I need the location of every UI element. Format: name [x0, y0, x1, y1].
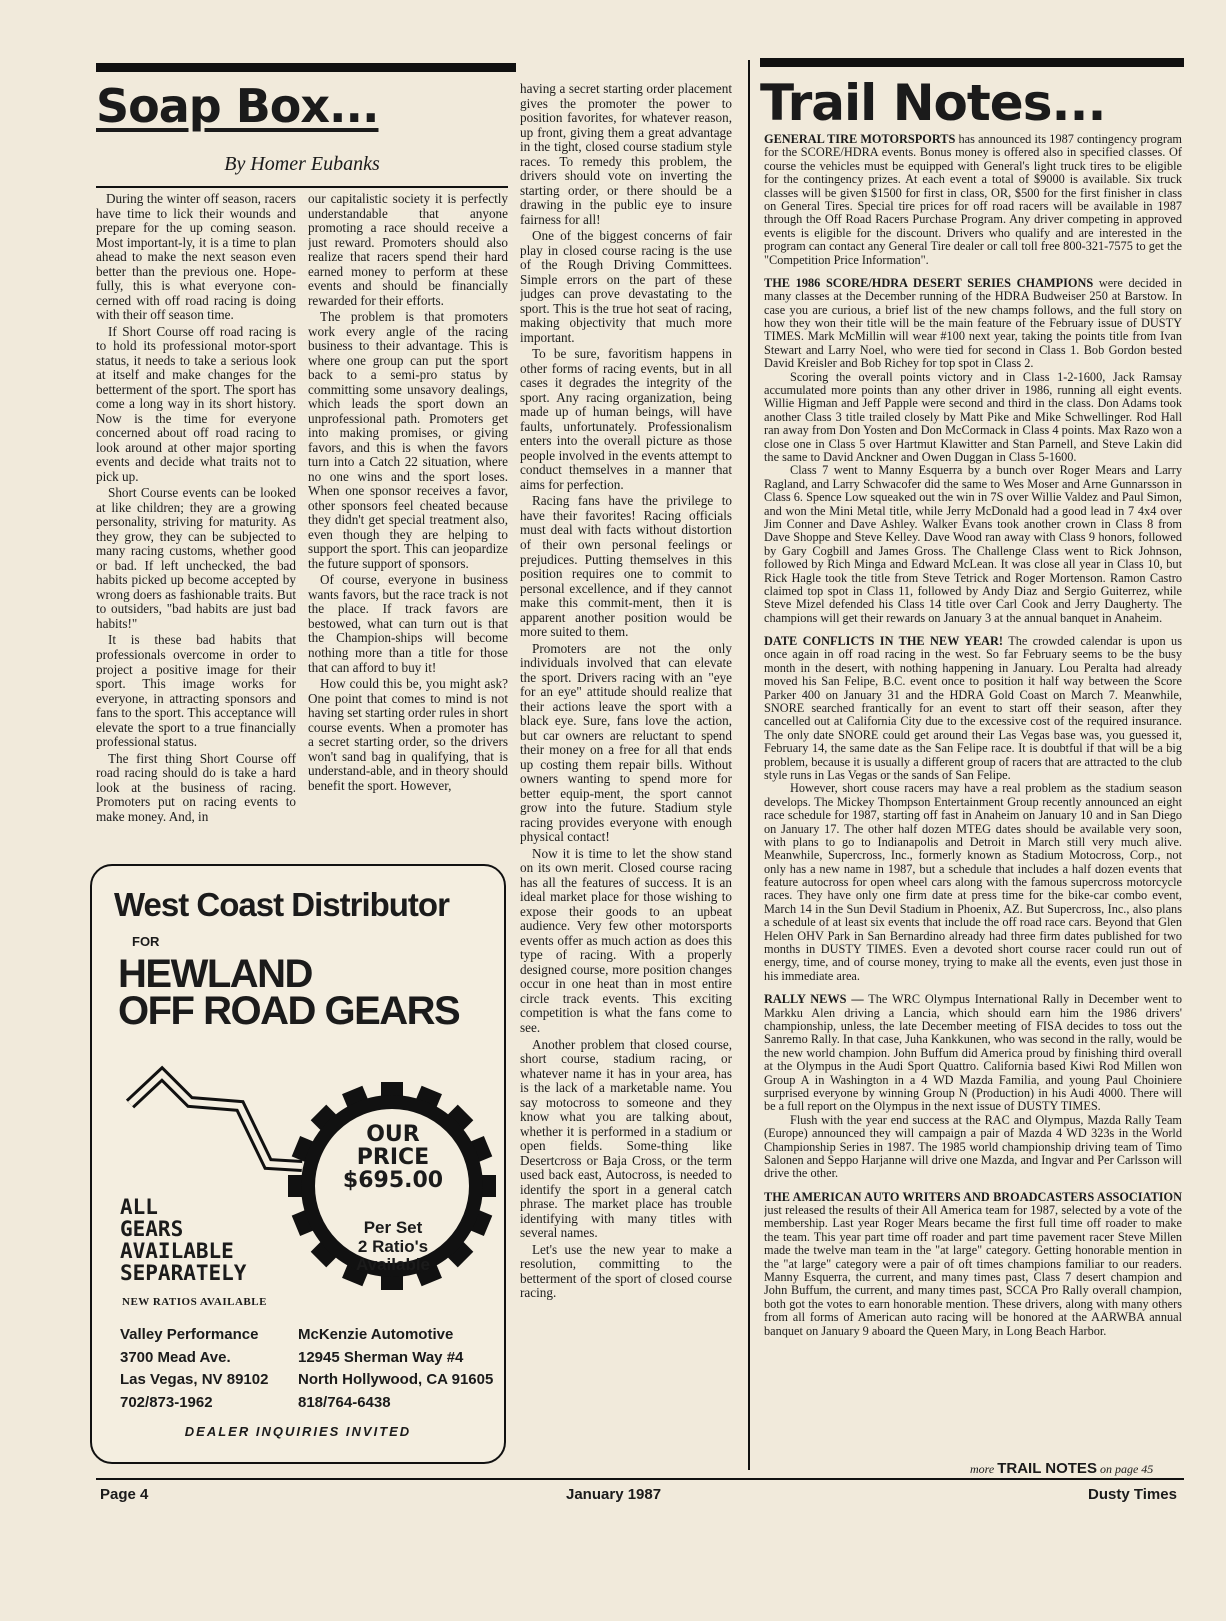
- publication-name: Dusty Times: [1088, 1486, 1177, 1503]
- trail-note-text: were decided in many classes at the December running of the HDRA Budweiser 250 at Barstow. In case you are curious, a brief list of the new champs follows, and the full story on how they won their title will be the main feature of the February issue of DUSTY TIMES. Mark McMillin will wear #100 next year, taking the points title from Ivan Stewart and Larry Noel, who were tied for second in Class 1. Bob Gordon bested David Kreisler and Bob Richey for top spot in Class 2.: [764, 275, 1182, 371]
- trail-note-paragraph: [764, 1191, 1182, 1338]
- trail-note-text: Scoring the overall points victory and in Class 1-2-1600, Jack Ramsay accumulated more points than any other driver in 1986, running all eight events. Willie Higman and Jeff Papple were second and third in the class. Don Adams took another Class 3 title trailed closely by Matt Pike and Mike Schwellinger. Rod Hall ran away from Don Yosten and Don McCormack in Class 4 points. Max Razo won a close one in Class 5 over Hartmut Klawitter and Stan Parnell, and Steve Lakin did the same to David Anckner and Owen Duggan in Class 5-1600.: [764, 369, 1182, 464]
- trail-note-text: Flush with the year end success at the RAC and Olympus, Mazda Rally Team (Europe) announced they will campaign a pair of Mazda 4 WD 323s in the World Championship Series in 1987. The 1985 world championship driving team of Timo Salonen and Seppo Harjanne will drive one Mazda, and Ingvar and Per Carlsson will drive the other.: [764, 1112, 1182, 1181]
- issue-date: January 1987: [566, 1486, 662, 1503]
- trail-note-paragraph: [764, 635, 1182, 782]
- ad-price-block: [328, 1123, 458, 1192]
- footer-rule: [96, 1478, 1184, 1480]
- ratios: 2 Ratio's: [357, 1236, 429, 1256]
- all-gears-line: GEARS: [120, 1217, 184, 1242]
- paragraph: Promoters are not the only individuals involved that can elevate the sport. Drivers racing with an "eye for an eye" attitude should realize that their actions leave the sport with a black eye. Sure, fans love the action, but car owners are reluctant to spend their money on a free for all that ends up costing them repair bills. Without owners wanting to spend more for better equip-ment, the sport cannot grow into the future. Stadium style racing provides everyone with enough physical contact!: [520, 640, 732, 845]
- trail-note-text: just released the results of their All America team for 1987, selected by a vote of the membership. Last year Roger Mears became the first full time off roader to make the team. This year part time off roader and part time pavement racer Steve Millen made the twelve man team in the "at large" category. Getting honorable mention in the "at large" category were a pair of oft times champions familiar to our readers. Manny Esquerra, the current, and many times past, Class 7 desert champion and John Buffum, the current, and many times past, SCCA Pro Rally overall champion, both got the votes to earn honorable mention. These drivers, along with many others from all forms of American auto racing will be honored at the AARWBA annual banquet on January 9 aboard the Queen Mary, in Long Beach Harbor.: [764, 1203, 1182, 1338]
- trail-notes-column: [764, 133, 1182, 1451]
- dealer-line: 818/764-6438: [298, 1393, 391, 1411]
- ad-headline: West Coast Distributor: [114, 886, 449, 923]
- trail-note-lead: GENERAL TIRE MOTORSPORTS: [764, 133, 956, 146]
- paragraph: The problem is that promoters work every angle of the racing business to their advantage. This is where one group can put the sport back to a semi-pro status by committing some unsavory dealings, which leads the sport down an unprofessional path. Promoters get into making promises, or giving favors, and this is when the favors turn into a Catch 22 situation, where no one wins and the sport loses. When one sponsor receives a favor, other sponsors feel cheated because they didn't get special treatment also, even though they are helping to support the sport. This can jeopardize the future support of sponsors.: [308, 309, 508, 571]
- ad-brand-line1: HEWLAND: [118, 952, 312, 996]
- trail-note-text: has announced its 1987 contingency program for the SCORE/HDRA events. Bonus money is offered also in specified classes. Of course the vehicles must be equipped with General's light truck tires to be eligible for the contingency prizes. At each event a total of $9000 is available. Six truck classes will be given $1500 for first in class, OR, $500 for the first finisher in class on General Tires. Special tire prices for off road racers will be available in 1987 through the Off Road Racers Purchase Program. Any driver competing in approved events is eligible for the discount. Drivers who qualify and are interested in the program can contact any General Tire dealer or call toll free 800-321-7575 to get the "Competition Price Information".: [764, 133, 1182, 267]
- paragraph: The first thing Short Course off road racing should do is take a hard look at the business of racing. Promoters put on racing events to make money. And, in: [96, 750, 296, 824]
- dealer-line: 3700 Mead Ave.: [120, 1348, 231, 1366]
- ad-perset-block: [328, 1219, 458, 1275]
- hewland-advertisement: [90, 864, 506, 1464]
- trail-note-paragraph: [764, 277, 1182, 371]
- trail-note-text: Class 7 went to Manny Esquerra by a bunch over Roger Mears and Larry Ragland, and Larry Schwacofer did the same to Wes Moser and Arne Gunnarsson in Class 6. Spence Low squeaked out the win in 7S over Willie Valdez and Paul Simon, and won the Mini Metal title, while Jerry McDonald had a good lead in 7 4x4 over Jim Conner and Dave Ashley. Walker Evans took another crown in Class 8 from Dave Shoppe and Steve Kelley. Dave Wood ran away with Class 9 honors, followed by Gary Cogbill and James Gross. The Challenge Class went to Rick Johnson, followed by Rich Minga and Edward McLean. It was close all year in Class 10, but Rick Hagle took the title from Steve Tetrick and Roger Mortenson. Ramon Castro claimed top spot in Class 11, followed by Andy Diaz and Sergio Guiterrez, while Steve Mizel defended his Class 14 title over Carl Cook and Jerry Daugherty. The champions will get their rewards on January 3 at the annual banquet in Anaheim.: [764, 463, 1182, 625]
- ad-brand-line2: OFF ROAD GEARS: [118, 988, 460, 1033]
- byline: By Homer Eubanks: [224, 153, 380, 175]
- soapbox-column-2: [308, 192, 508, 856]
- price-line2: PRICE: [356, 1145, 430, 1171]
- trail-note-lead: RALLY NEWS —: [764, 992, 864, 1007]
- paragraph: Of course, everyone in business wants favors, but the race track is not the place. If track favors are bestowed, what can turn out is that the Champion-ships will become nothing more than a title for those that can afford to buy it!: [308, 572, 508, 675]
- top-rule-left: [96, 63, 516, 72]
- dealer-line: Las Vegas, NV 89102: [120, 1371, 269, 1388]
- dealer-valley: [120, 1324, 268, 1414]
- paragraph: Short Course events can be looked at like children; they are a growing personality, striving for maturity. As they grow, they can be subjected to many racing customs, whether good or bad. If left unchecked, the bad habits picked up become accepted by wrong doers as fashionable traits. But to outsiders, "bad habits are just bad habits!": [96, 485, 296, 631]
- price-value: $695.00: [342, 1168, 444, 1194]
- paragraph: having a secret starting order placement gives the promoter the power to position favorites, for whatever reason, up front, giving them a great advantage in the tight, closed course stadium style races. To remedy this problem, the drivers should vote on inverting the starting order, or there should be a drawing in the public eye to insure fairness for all!: [520, 82, 732, 227]
- soapbox-column-1: [96, 192, 296, 856]
- byline-rule: [96, 186, 508, 188]
- new-ratios: NEW RATIOS AVAILABLE: [122, 1296, 267, 1308]
- paragraph: Now it is time to let the show stand on its own merit. Closed course racing has all the features of success. It is an ideal market place for those wishing to expose their goods to an upbeat audience. Very few other motorsports events offer as much action as does this type of racing. With a properly designed course, more position changes occur in one heat than in most entire circle track events. This exciting competition is what the fans come to see.: [520, 845, 732, 1035]
- paragraph: One of the biggest concerns of fair play in closed course racing is the use of the Rough Driving Committees. Simple errors on the part of these judges can prove devastating to the sport. This is the true hot seat of racing, making objectivity that much more important.: [520, 228, 732, 345]
- dealer-line: 702/873-1962: [120, 1393, 213, 1411]
- all-gears-line: SEPARATELY: [120, 1261, 247, 1286]
- all-gears-line: ALL: [120, 1195, 158, 1219]
- continued-title: TRAIL NOTES: [997, 1460, 1097, 1477]
- price-line1: OUR: [366, 1122, 420, 1147]
- section-divider: [748, 60, 750, 1470]
- trail-note-lead: THE 1986 SCORE/HDRA DESERT SERIES CHAMPIONS: [764, 275, 1094, 290]
- trail-note-lead: THE AMERICAN AUTO WRITERS AND BROADCASTERS ASSOCIATION: [764, 1189, 1182, 1204]
- trail-note-paragraph: [764, 782, 1182, 983]
- continued-note: [970, 1460, 1153, 1477]
- ad-for: FOR: [132, 934, 160, 949]
- dealer-line: 12945 Sherman Way #4: [298, 1348, 464, 1366]
- paragraph: Racing fans have the privilege to have their favorites! Racing officials must deal with facts without distortion of their own personal feelings or prejudices. Putting themselves in this position requires one to commit to personal excellence, and if they cannot make this commit-ment, then it is apparent another position would be more suited to them.: [520, 493, 732, 640]
- paragraph: If Short Course off road racing is to hold its professional motor-sport status, it needs to take a serious look at itself and make changes for the betterment of the sport. The sport has come a long way in its short history. Now is the time for everyone concerned about off road racing to look around at other major sporting events and decide what traits not to pick up.: [96, 323, 296, 484]
- dealer-line: North Hollywood, CA 91605: [298, 1371, 494, 1388]
- continued-suffix: on page 45: [1099, 1462, 1154, 1476]
- page-number: Page 4: [100, 1486, 149, 1503]
- trail-note-paragraph: [764, 371, 1182, 465]
- paragraph: To be sure, favoritism happens in other forms of racing events, but in all cases it degrades the integrity of the sport. Any racing organization, being made up of human beings, will have faults, unfortunately. Professionalism enters into the overall picture as those people involved in the events attempt to conduct themselves in a manner that aims for perfection.: [520, 346, 732, 492]
- trail-note-paragraph: [764, 464, 1182, 625]
- dealer-line: Valley Performance: [120, 1326, 259, 1343]
- trail-note-text: However, short couse racers may have a real problem as the stadium season develops. The Mickey Thompson Entertainment Group recently announced an eight race schedule for 1987, starting off fast in Anaheim on January 10 and in San Diego on January 17. The other half dozen MTEG dates should be available very soon, with plans to go to Indianapolis and Detroit in March still very much alive. Meanwhile, Supercross, Inc., formerly known as Stadium Motocross, Corp., not only has a new name in 1987, but a schedule that includes a half dozen events that feature autocross for open wheel cars along with the famous supercross motorcycle races. They have only one firm date at press time for the bike-car combo event, March 14 in the Sun Devil Stadium in Phoenix, AZ. But Supercross, Inc., also plans a schedule of at least six events that include the off road race cars. Beyond that Glen Helen OHV Park in San Bernardino already had three firm dates published for two months in DUSTY TIMES. Even a devoted short course racer could run out of energy, time, and of course money, trying to make all the events, even just those in his immediate area.: [764, 781, 1182, 983]
- paragraph: How could this be, you might ask? One point that comes to mind is not having set starting order rules in short course events. When a promoter has a secret starting order, so the drivers won't sand bag in qualifying, that is understand-able, and in theory should benefit the sport. However,: [308, 676, 508, 793]
- paragraph: Let's use the new year to make a resolution, committing to the betterment of the sport of closed course racing.: [520, 1241, 732, 1301]
- trail-note-text: The WRC Olympus International Rally in December went to Markku Alen driving a Lancia, which should earn him the 1986 drivers' championship, unless, the late December meeting of FISA decides to toss out the Sanremo Rally. In that case, Juha Kankkunen, who was second in the rally, would be the new world champion. John Buffum did America proud by finishing third overall at the Olympus in the Audi Sport Quattro. California based Kiwi Rod Millen won Group A in Washington in a 4 WD Mazda Familia, and young Paul Choiniere surprised everyone by winning Group N (Production) in his Audi 4000. There will be a full report on the Olympus in the next issue of DUSTY TIMES.: [764, 992, 1182, 1114]
- dealer-line: McKenzie Automotive: [298, 1326, 454, 1343]
- soapbox-title: Soap Box...: [96, 79, 379, 133]
- all-gears-line: AVAILABLE: [120, 1239, 234, 1264]
- trail-note-text: The crowded calendar is upon us once again in off road racing in the west. So far February seems to be the busy month in the desert, with nothing happening in January. Lou Peralta had already moved his San Felipe, B.C. event once to position it half way between the Score Parker 400 on January 31 and the HDRA Gold Coast on March 7. Meanwhile, SNORE searched frantically for an event to start off their season, after they cancelled out at California City due to the excessive cost of the required insurance. The only date SNORE could get around their Las Vegas base was, you guessed it, February 14, the same date as the San Felipe race. It is doubtful if that will be a big problem, because it is usually a different group of racers that are attracted to the club style runs in Las Vegas or the sands of San Felipe.: [764, 634, 1182, 782]
- trail-note-paragraph: [764, 993, 1182, 1114]
- dealer-inquiries: DEALER INQUIRIES INVITED: [184, 1424, 412, 1439]
- paragraph: During the winter off season, racers have time to lick their wounds and prepare for the up coming season. Most important-ly, it is a time to plan ahead to make the next season even better than the previous one. Hope-fully, this is what everyone con-cerned with off road racing is doing with their off season time.: [96, 192, 296, 323]
- dealer-mckenzie: [298, 1324, 493, 1414]
- trail-note-paragraph: [764, 133, 1182, 267]
- trail-notes-title: Trail Notes...: [760, 74, 1106, 132]
- soapbox-column-3: [520, 82, 732, 1470]
- continued-prefix: more: [970, 1462, 995, 1476]
- paragraph: It is these bad habits that professionals overcome in order to project a positive image for their sport. This image works for everyone, in attracting sponsors and fans to the sport. This acceptance will elevate the sport to a true financially professional status.: [96, 632, 296, 750]
- trail-note-lead: DATE CONFLICTS IN THE NEW YEAR!: [764, 634, 1004, 649]
- trail-note-paragraph: [764, 1114, 1182, 1181]
- paragraph: our capitalistic society it is perfectly understandable that anyone promoting a race should receive a just reward. Promoters should also realize that racers spend their hard earned money to perform at these events and should be financially rewarded for their efforts.: [308, 192, 508, 308]
- top-rule-right: [760, 58, 1184, 67]
- available: Available: [355, 1255, 431, 1275]
- paragraph: Another problem that closed course, short course, stadium racing, or whatever name it has in your area, has is the lack of a marketable name. You say motocross to someone and they know what you are talking about, whether it is performed in a stadium or open fields. Some-thing like Desertcross or Baja Cross, or the term used back east, Autocross, is needed to identify the sport in a general catch phrase. The market place has trouble identifying with many titles with several names.: [520, 1036, 732, 1241]
- all-gears-block: [120, 1196, 246, 1284]
- per-set: Per Set: [363, 1218, 423, 1237]
